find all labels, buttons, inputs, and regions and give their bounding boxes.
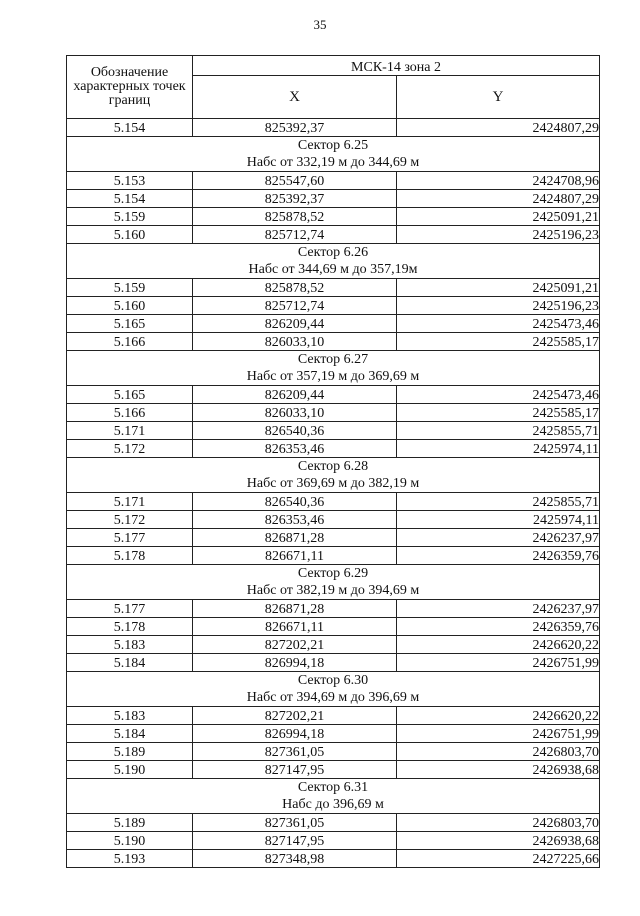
sector-header-row <box>67 565 600 600</box>
sector-height-range: Набс от 357,19 м до 369,69 м <box>246 369 420 384</box>
x-column-header: X <box>193 75 397 118</box>
point-id: 5.160 <box>67 226 193 244</box>
table-row <box>67 654 600 672</box>
x-coordinate: 825712,74 <box>193 226 397 244</box>
sector-header-row <box>67 137 600 172</box>
y-coordinate: 2426803,70 <box>397 814 600 832</box>
table-row <box>67 208 600 226</box>
point-id: 5.184 <box>67 725 193 743</box>
point-designation-header: Обозначение характерных точек границ <box>67 56 193 119</box>
x-coordinate: 827147,95 <box>193 832 397 850</box>
table-row <box>67 707 600 725</box>
sector-height-range: Набс от 369,69 м до 382,19 м <box>246 476 420 491</box>
sector-header <box>67 244 600 279</box>
table-row <box>67 636 600 654</box>
x-coordinate: 825392,37 <box>193 190 397 208</box>
y-coordinate: 2425855,71 <box>397 422 600 440</box>
point-id: 5.171 <box>67 422 193 440</box>
sector-title: Сектор 6.25 <box>297 138 369 153</box>
x-coordinate: 826540,36 <box>193 422 397 440</box>
point-id: 5.189 <box>67 743 193 761</box>
y-coordinate: 2424807,29 <box>397 190 600 208</box>
x-coordinate: 826671,11 <box>193 547 397 565</box>
y-coordinate: 2426359,76 <box>397 547 600 565</box>
y-column-header: Y <box>397 75 600 118</box>
table-row <box>67 761 600 779</box>
table-row <box>67 422 600 440</box>
y-coordinate: 2424807,29 <box>397 119 600 137</box>
sector-header <box>67 779 600 814</box>
sector-header <box>67 565 600 600</box>
point-id: 5.184 <box>67 654 193 672</box>
x-coordinate: 826209,44 <box>193 386 397 404</box>
coordinates-table <box>66 55 600 868</box>
table-row <box>67 493 600 511</box>
x-coordinate: 825712,74 <box>193 297 397 315</box>
sector-header-row <box>67 458 600 493</box>
point-id: 5.189 <box>67 814 193 832</box>
table-body <box>67 119 600 868</box>
y-coordinate: 2426620,22 <box>397 636 600 654</box>
y-coordinate: 2425473,46 <box>397 315 600 333</box>
y-coordinate: 2425473,46 <box>397 386 600 404</box>
y-coordinate: 2426938,68 <box>397 832 600 850</box>
point-id: 5.154 <box>67 119 193 137</box>
table-row <box>67 529 600 547</box>
table-row <box>67 832 600 850</box>
point-id: 5.183 <box>67 707 193 725</box>
table-row <box>67 600 600 618</box>
y-coordinate: 2426938,68 <box>397 761 600 779</box>
point-id: 5.165 <box>67 386 193 404</box>
point-id: 5.172 <box>67 440 193 458</box>
table-row <box>67 850 600 868</box>
y-coordinate: 2426751,99 <box>397 725 600 743</box>
table-row <box>67 511 600 529</box>
table-row <box>67 279 600 297</box>
sector-height-range: Набс от 332,19 м до 344,69 м <box>246 155 420 170</box>
x-coordinate: 826671,11 <box>193 618 397 636</box>
sector-header <box>67 351 600 386</box>
y-coordinate: 2425091,21 <box>397 208 600 226</box>
table-row <box>67 386 600 404</box>
y-coordinate: 2426751,99 <box>397 654 600 672</box>
sector-title: Сектор 6.29 <box>297 566 369 581</box>
sector-title: Сектор 6.30 <box>297 673 369 688</box>
x-coordinate: 825547,60 <box>193 172 397 190</box>
point-id: 5.171 <box>67 493 193 511</box>
point-id: 5.178 <box>67 547 193 565</box>
point-id: 5.154 <box>67 190 193 208</box>
point-id: 5.177 <box>67 529 193 547</box>
table-row <box>67 404 600 422</box>
point-id: 5.153 <box>67 172 193 190</box>
x-coordinate: 825392,37 <box>193 119 397 137</box>
sector-header-row <box>67 244 600 279</box>
point-id: 5.166 <box>67 404 193 422</box>
table-row <box>67 333 600 351</box>
point-id: 5.166 <box>67 333 193 351</box>
table-row <box>67 119 600 137</box>
sector-header-row <box>67 779 600 814</box>
x-coordinate: 826994,18 <box>193 654 397 672</box>
y-coordinate: 2424708,96 <box>397 172 600 190</box>
point-id: 5.177 <box>67 600 193 618</box>
table-row <box>67 297 600 315</box>
sector-header-row <box>67 672 600 707</box>
sector-title: Сектор 6.28 <box>297 459 369 474</box>
x-coordinate: 826871,28 <box>193 529 397 547</box>
y-coordinate: 2426620,22 <box>397 707 600 725</box>
sector-height-range: Набс до 396,69 м <box>282 797 384 812</box>
x-coordinate: 826871,28 <box>193 600 397 618</box>
point-id: 5.190 <box>67 832 193 850</box>
point-id: 5.183 <box>67 636 193 654</box>
x-coordinate: 827202,21 <box>193 636 397 654</box>
x-coordinate: 827361,05 <box>193 743 397 761</box>
table-row <box>67 190 600 208</box>
x-coordinate: 826353,46 <box>193 440 397 458</box>
point-id: 5.193 <box>67 850 193 868</box>
sector-height-range: Набс от 344,69 м до 357,19м <box>248 262 418 277</box>
table-row <box>67 618 600 636</box>
y-coordinate: 2426359,76 <box>397 618 600 636</box>
sector-header <box>67 137 600 172</box>
y-coordinate: 2425855,71 <box>397 493 600 511</box>
sector-header <box>67 672 600 707</box>
sector-title: Сектор 6.31 <box>297 780 369 795</box>
y-coordinate: 2426237,97 <box>397 529 600 547</box>
table-row <box>67 725 600 743</box>
table-row <box>67 315 600 333</box>
x-coordinate: 827202,21 <box>193 707 397 725</box>
y-coordinate: 2425196,23 <box>397 297 600 315</box>
point-id: 5.178 <box>67 618 193 636</box>
point-id: 5.159 <box>67 208 193 226</box>
x-coordinate: 826033,10 <box>193 333 397 351</box>
x-coordinate: 826209,44 <box>193 315 397 333</box>
table-row <box>67 547 600 565</box>
point-id: 5.190 <box>67 761 193 779</box>
y-coordinate: 2426237,97 <box>397 600 600 618</box>
y-coordinate: 2425196,23 <box>397 226 600 244</box>
sector-header <box>67 458 600 493</box>
y-coordinate: 2425091,21 <box>397 279 600 297</box>
point-id: 5.159 <box>67 279 193 297</box>
sector-height-range: Набс от 394,69 м до 396,69 м <box>246 690 420 705</box>
point-id: 5.172 <box>67 511 193 529</box>
x-coordinate: 826994,18 <box>193 725 397 743</box>
x-coordinate: 826033,10 <box>193 404 397 422</box>
page-number: 35 <box>313 17 327 32</box>
x-coordinate: 827361,05 <box>193 814 397 832</box>
x-coordinate: 825878,52 <box>193 279 397 297</box>
y-coordinate: 2426803,70 <box>397 743 600 761</box>
table-row <box>67 226 600 244</box>
point-id: 5.160 <box>67 297 193 315</box>
y-coordinate: 2425585,17 <box>397 333 600 351</box>
table-row <box>67 440 600 458</box>
sector-header-row <box>67 351 600 386</box>
coordinate-system-header: МСК-14 зона 2 <box>193 56 600 76</box>
sector-title: Сектор 6.27 <box>297 352 369 367</box>
x-coordinate: 827147,95 <box>193 761 397 779</box>
sector-height-range: Набс от 382,19 м до 394,69 м <box>246 583 420 598</box>
y-coordinate: 2425585,17 <box>397 404 600 422</box>
y-coordinate: 2425974,11 <box>397 511 600 529</box>
table-row <box>67 743 600 761</box>
x-coordinate: 826353,46 <box>193 511 397 529</box>
sector-title: Сектор 6.26 <box>297 245 369 260</box>
x-coordinate: 826540,36 <box>193 493 397 511</box>
table-row <box>67 172 600 190</box>
y-coordinate: 2427225,66 <box>397 850 600 868</box>
point-id: 5.165 <box>67 315 193 333</box>
x-coordinate: 825878,52 <box>193 208 397 226</box>
table-row <box>67 814 600 832</box>
y-coordinate: 2425974,11 <box>397 440 600 458</box>
x-coordinate: 827348,98 <box>193 850 397 868</box>
